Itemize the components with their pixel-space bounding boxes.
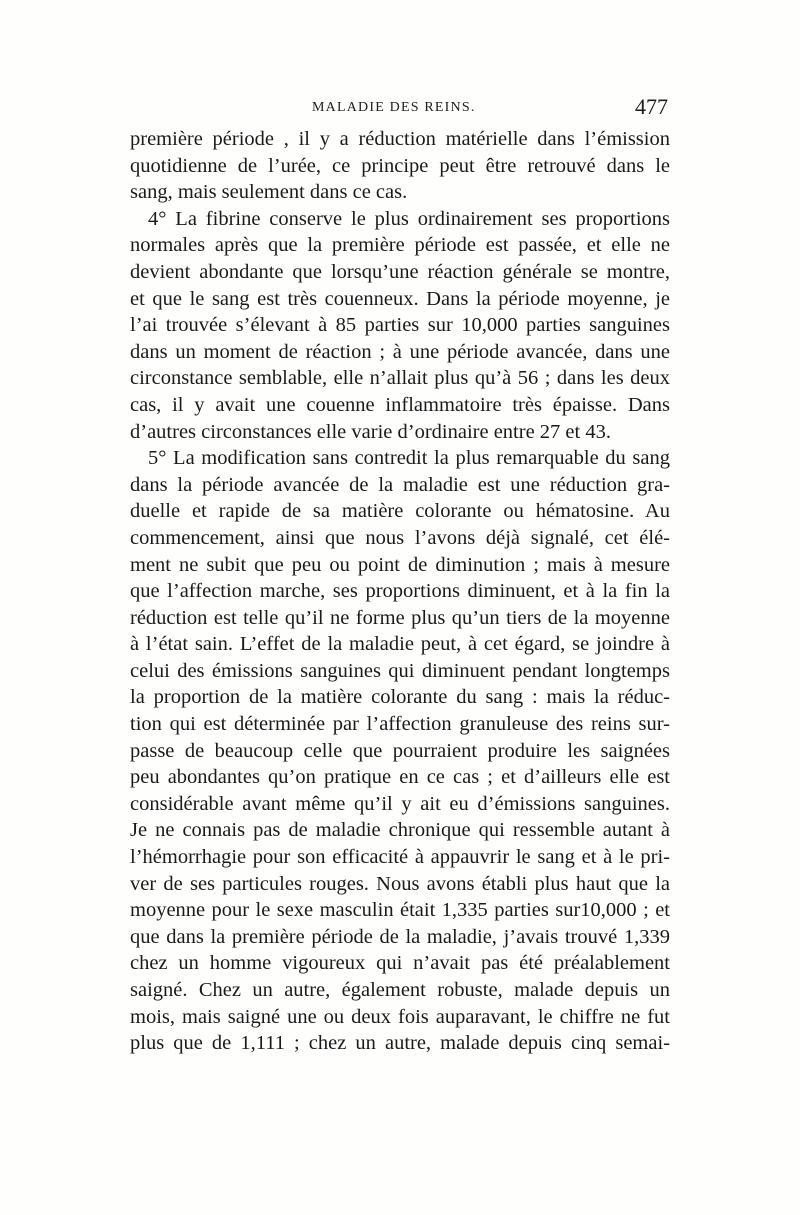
text-line: normales après que la première période est passée, et elle ne — [130, 234, 670, 257]
text-line: d’autres circonstances elle varie d’ordinaire entre 27 et 43. — [130, 420, 611, 443]
text-line: l’ai trouvée s’élevant à 85 parties sur 10,000 parties sanguines — [130, 314, 670, 337]
text-line: première période , il y a réduction matérielle dans l’émission — [130, 128, 670, 150]
text-line: que dans la première période de la maladie, j’avais trouvé 1,339 — [130, 925, 670, 948]
text-line: et que le sang est très couenneux. Dans la période moyenne, je — [130, 287, 670, 310]
text-line: circonstance semblable, elle n’allait plus qu’à 56 ; dans les deux — [130, 367, 670, 390]
text-line: considérable avant même qu’il y ait eu d’émissions sanguines. — [130, 792, 670, 815]
text-line: dans un moment de réaction ; à une période avancée, dans une — [130, 340, 670, 363]
text-line: cas, il y avait une couenne inflammatoire très épaisse. Dans — [130, 393, 670, 416]
text-line: commencement, ainsi que nous l’avons déjà signalé, cet élé- — [130, 526, 670, 549]
text-line: quotidienne de l’urée, ce principe peut être retrouvé dans le — [130, 154, 670, 177]
text-line: celui des émissions sanguines qui diminuent pendant longtemps — [130, 659, 670, 682]
text-line: la proportion de la matière colorante du sang : mais la réduc- — [130, 686, 670, 709]
text-line: ment ne subit que peu ou point de diminution ; mais à mesure — [130, 553, 670, 576]
text-line: à l’état sain. L’effet de la maladie peut, à cet égard, se joindre à — [130, 633, 670, 656]
text-line: chez un homme vigoureux qui n’avait pas été préalablement — [130, 952, 670, 975]
body-text — [130, 126, 670, 1057]
text-line: l’hémorrhagie pour son efficacité à appauvrir le sang et à le pri- — [130, 846, 670, 869]
text-line: plus que de 1,111 ; chez un autre, malade depuis cinq semai- — [130, 1032, 670, 1055]
text-line: réduction est telle qu’il ne forme plus qu’un tiers de la moyenne — [130, 606, 670, 629]
running-title: MALADIE DES REINS. — [312, 100, 476, 115]
page-number: 477 — [635, 94, 668, 119]
text-line: moyenne pour le sexe masculin était 1,335 parties sur10,000 ; et — [130, 899, 670, 922]
text-line: devient abondante que lorsqu’une réaction générale se montre, — [130, 260, 670, 283]
text-line: peu abondantes qu’on pratique en ce cas ; et d’ailleurs elle est — [130, 766, 670, 789]
text-line: 4° La fibrine conserve le plus ordinairement ses proportions — [148, 207, 670, 230]
text-line: mois, mais saigné une ou deux fois auparavant, le chiffre ne fut — [130, 1005, 670, 1028]
running-head — [128, 94, 668, 122]
text-line: 5° La modification sans contredit la plus remarquable du sang — [148, 447, 670, 470]
text-line: sang, mais seulement dans ce cas. — [130, 181, 408, 204]
text-line: Je ne connais pas de maladie chronique qui ressemble autant à — [130, 819, 670, 842]
text-line: tion qui est déterminée par l’affection granuleuse des reins sur- — [130, 713, 670, 736]
text-line: duelle et rapide de sa matière colorante ou hématosine. Au — [130, 500, 670, 523]
text-line: que l’affection marche, ses proportions diminuent, et à la fin la — [130, 580, 670, 603]
text-line: saigné. Chez un autre, également robuste, malade depuis un — [130, 979, 670, 1001]
text-line: ver de ses particules rouges. Nous avons établi plus haut que la — [130, 872, 670, 895]
text-line: dans la période avancée de la maladie est une réduction gra- — [130, 473, 670, 496]
text-line: passe de beaucoup celle que pourraient produire les saignées — [130, 739, 670, 762]
